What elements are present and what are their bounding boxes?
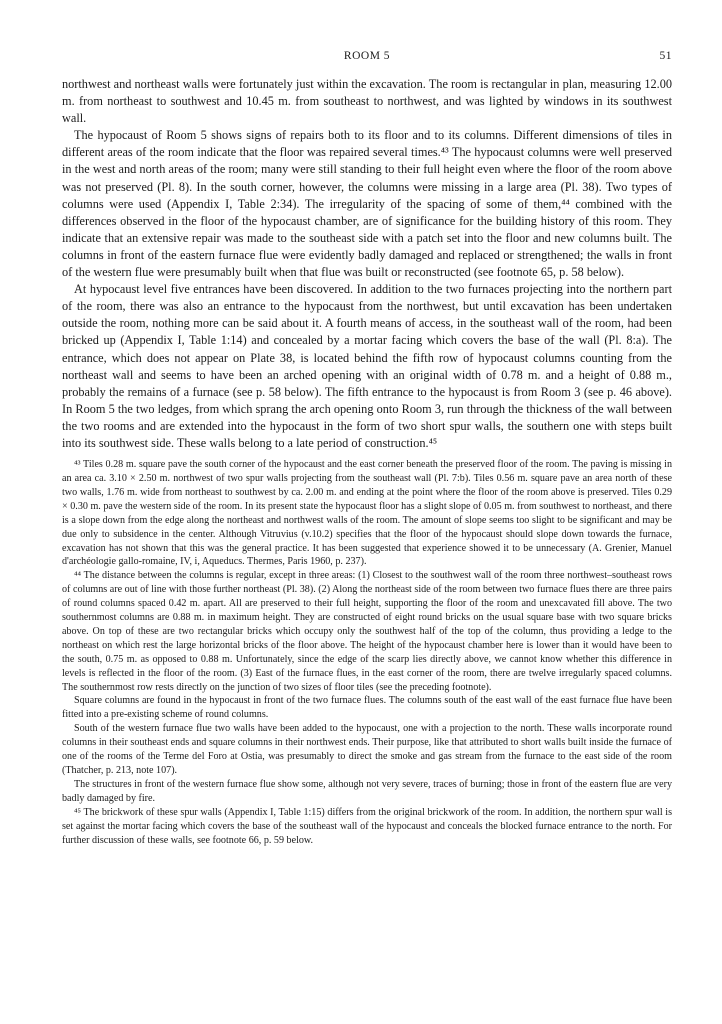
body-paragraph: northwest and northeast walls were fortunately just within the excavation. The room is rectangular in plan, measuring 12.00 m. from northeast to southwest and 10.45 m. from southeast to northwest, and was lighted by windows in its southwest wall. — [62, 77, 672, 126]
footnotes — [62, 458, 672, 847]
footnote-43: ⁴³ Tiles 0.28 m. square pave the south corner of the hypocaust and the east corner beneath the preserved floor of the room. The paving is missing in an area ca. 3.10 × 2.50 m. northwest of two spur walls projecting from the southeast wall (Pl. 7:b). Tiles 0.56 m. square pave an area north of these two walls, 1.76 m. wide from northeast to southwest by ca. 2.00 m. and ending at the point where the floor of the room above is preserved. Tiles 0.29 × 0.30 m. pave the western side of the room. In its present state the hypocaust floor has a slight slope of 0.05 m. from southwest to northeast, and there is a slope down from the edge along the northeast and northwest walls of the room. The amount of slope seems too slight to be significant and may be due only to subsidence in the center. Although Vitruvius (v.10.2) specifies that the floor of the hypocaust should slope down towards the furnace, excavation has not shown that this was the general practice. It has been suggested that experience showed it to be unnecessary (A. Grenier, Manuel d'archéologie gallo-romaine, IV, i, Aqueducs. Thermes, Paris 1960, p. 237). — [62, 459, 672, 568]
body-paragraph: At hypocaust level five entrances have been discovered. In addition to the two furnaces projecting into the northern part of the room, there was also an entrance to the hypocaust from the northwest, but until excavation has been undertaken outside the room, nothing more can be said about it. A fourth means of access, in the southeast wall of the room, had been bricked up (Appendix I, Table 1:14) and concealed by a mortar facing which covers the base of the wall (Pl. 8:a). The entrance, which does not appear on Plate 38, is located behind the fifth row of hypocaust columns counting from the northeast wall and seems to have been an arched opening with an original width of 0.78 m. and a height of 0.88 m., probably the remains of a furnace (see p. 58 below). The fifth entrance to the hypocaust is from Room 3 (see p. 46 above). In Room 5 the two ledges, from which sprang the arch opening onto Room 3, run through the thickness of the wall between the two rooms and are extended into the hypocaust in the form of two short spur walls, the southern one with steps built into its southwest side. These walls belong to a late period of construction.⁴⁵ — [62, 282, 672, 450]
footnote-44-paragraph: South of the western furnace flue two walls have been added to the hypocaust, one with a projection to the north. These walls incorporate round columns in their southeast ends and square columns in their northwest ends. Their purpose, like that attributed to short walls built inside the furnace of one of the rooms of the Terme del Foro at Ostia, was presumably to direct the smoke and gas stream from the furnace to the east side of the room (Thatcher, p. 213, note 107). — [62, 723, 672, 776]
running-header — [62, 50, 672, 70]
page-number: 51 — [659, 50, 672, 62]
footnote-44-paragraph: The structures in front of the western furnace flue show some, although not very severe, traces of burning; those in front of the eastern flue are very badly damaged by fire. — [62, 778, 672, 804]
footnote-45: ⁴⁵ The brickwork of these spur walls (Appendix I, Table 1:15) differs from the original brickwork of the room. In addition, the northern spur wall is set against the mortar facing which covers the base of the southeast wall of the hypocaust and conceals the blocked furnace entrance to the north. For further discussion of these walls, see footnote 66, p. 59 below. — [62, 806, 672, 846]
footnote-44: ⁴⁴ The distance between the columns is regular, except in three areas: (1) Closest to the southwest wall of the room three northwest–southeast rows of columns are out of line with those further northeast (Pl. 38). (2) Along the northeast side of the room between two furnace flues there are three pairs of round columns spaced 0.42 m. apart. All are preserved to their full height, supporting the floor of the room and unexcavated fill above. The two southernmost columns are 0.88 m. in maximum height. They are constructed of eight round bricks on the usual square base with two square bricks above. On top of these are two rectangular bricks which occupy only the southwest half of the top of the column, thus providing a ledge to the northeast on which rest the large horizontal bricks of the floor above. The height of the hypocaust chamber here is lower than it would have been to the south, 0.75 m. as opposed to 0.88 m. Unfortunately, since the edge of the scarp lies directly above, we cannot know whether this difference in levels is reflected in the floor of the room. (3) East of the furnace flues, in the east corner of the room, there are twelve irregularly spaced columns. The southernmost row rests directly on the junction of two sizes of floor tiles (see the preceding footnote). — [62, 570, 672, 693]
footnote-44-paragraph: Square columns are found in the hypocaust in front of the two furnace flues. The columns south of the east wall of the east furnace flue have been fitted into a pre-existing scheme of round columns. — [62, 695, 672, 721]
running-title: ROOM 5 — [343, 50, 391, 62]
body-paragraph: The hypocaust of Room 5 shows signs of repairs both to its floor and to its columns. Different dimensions of tiles in different areas of the room indicate that the floor was repaired several times.⁴³ The hypocaust columns were well preserved in the west and north areas of the room; many were still standing to their full height even where the floor of the room above was not preserved (Pl. 8). In the south corner, however, the columns were missing in a large area (Pl. 38). Two types of columns were used (Appendix I, Table 2:34). The irregularity of the spacing of some of them,⁴⁴ combined with the differences observed in the floor of the hypocaust chamber, are of significance for the building history of this room. They indicate that an extensive repair was made to the southeast side with a patch set into the floor and new columns built. The columns in front of the eastern furnace flue were evidently badly damaged and replaced or strengthened; the walls in front of the western flue were presumably built when that flue was built or reconstructed (see footnote 65, p. 58 below). — [62, 128, 672, 280]
page — [62, 50, 672, 847]
main-text — [62, 76, 672, 452]
